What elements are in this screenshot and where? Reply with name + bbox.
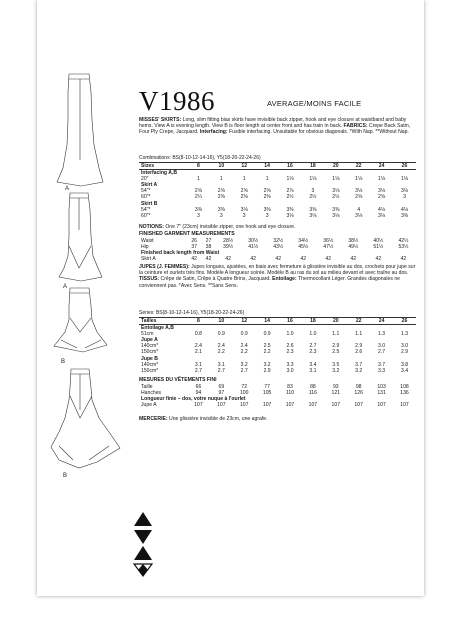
view-label-b-back: B (63, 473, 68, 479)
table-cell: 3⅜ (194, 206, 202, 213)
table-cell: 36½ (323, 238, 334, 244)
table-section-row (139, 325, 416, 332)
table-cell: 3⅛ (355, 212, 363, 219)
row-label: Jupe A (141, 337, 158, 344)
table-cell: 2⅝ (263, 188, 271, 195)
table-cell: 38½ (348, 238, 359, 244)
table-cell: 3⅜ (286, 206, 294, 213)
row-label: 140cm* (141, 361, 159, 368)
row-label: Jupe B (141, 355, 158, 362)
table-cell: 12 (233, 318, 256, 325)
table-cell: 12 (233, 163, 256, 170)
table-cell: 53½ (398, 244, 409, 251)
table-cell: 4⅛ (400, 206, 409, 213)
entoilage-heading: Entoilage: (272, 276, 297, 283)
table-cell: 14 (256, 318, 279, 325)
table-cell: 22 (347, 163, 370, 170)
table-cell: 26 (191, 238, 197, 244)
table-cell: 42 (300, 256, 307, 263)
table-cell: 2.9 (400, 349, 409, 356)
mercerie-fr (139, 416, 416, 422)
table-cell: 2⅝ (240, 188, 248, 195)
table-cell: 107 (377, 402, 386, 409)
table-cell: 131 (377, 390, 386, 397)
table-cell: 97 (218, 390, 225, 397)
table-cell: 2.5 (332, 349, 340, 356)
table-cell: 16 (279, 163, 302, 170)
table-cell: 116 (308, 390, 317, 397)
table-cell: 2.5 (263, 343, 271, 350)
table-cell: 2.6 (355, 349, 363, 356)
table-cell: 16 (279, 318, 302, 325)
table-cell: 107 (262, 402, 272, 409)
table-cell: 1 (265, 176, 269, 183)
table-cell: 42 (400, 256, 407, 263)
table-cell: 107 (308, 402, 318, 409)
sketch-view-a-back (59, 193, 102, 281)
table-cell: 103 (377, 384, 386, 390)
table-cell: 3 (403, 194, 406, 201)
table-cell: 1.1 (332, 331, 340, 338)
table-cell: 3.1 (217, 361, 225, 368)
table-cell: 42 (325, 256, 332, 263)
table-cell: 42 (350, 256, 357, 263)
table-cell: 2.7 (217, 367, 225, 374)
table-cell: 1⅛ (378, 176, 386, 183)
table-cell: 20 (324, 318, 347, 325)
table-cell: 126 (354, 390, 363, 397)
table-cell: 42 (375, 256, 382, 263)
notions-en (139, 224, 416, 230)
table-row (139, 402, 416, 408)
table-cell: 3 (242, 212, 246, 219)
row-label: Skirt A (141, 182, 158, 189)
row-label: 150cm* (141, 367, 159, 374)
table-cell: 107 (285, 402, 295, 409)
table-cell: 2.1 (194, 349, 202, 356)
table-cell: 3⅛ (378, 188, 386, 195)
pattern-number: V1986 (139, 86, 215, 116)
table-cell: 3⅜ (309, 206, 317, 213)
table-cell: 83 (287, 384, 293, 390)
table-cell: 1.0 (286, 331, 294, 338)
table-cell: 107 (217, 402, 226, 409)
table-cell: 42 (205, 256, 212, 263)
table-cell: 110 (285, 390, 295, 397)
table-cell: 42 (250, 256, 256, 263)
pattern-envelope-back (37, 0, 424, 596)
table-cell: 20 (324, 163, 347, 170)
finished-heading-fr: MESURES DU VÊTEMENTS FINI (139, 377, 217, 383)
table-cell: 30½ (248, 238, 259, 244)
table-cell: 2.9 (332, 343, 340, 350)
table-cell: 8 (187, 318, 210, 325)
table-cell: 107 (400, 402, 409, 409)
table-cell: 3 (219, 212, 223, 219)
table-cell: 3.3 (378, 367, 386, 374)
table-cell: 2¼ (194, 194, 202, 201)
table-cell: 2.9 (355, 343, 363, 350)
table-cell: 32½ (273, 238, 284, 244)
yardage-table-en (139, 162, 416, 219)
table-cell: 2.7 (240, 367, 248, 374)
table-cell: 2.4 (240, 343, 248, 350)
table-cell: 26 (393, 318, 416, 325)
row-label: Skirt A (141, 256, 156, 263)
tissus-heading: TISSUS: (139, 276, 160, 283)
table-cell: 2⅝ (355, 194, 363, 201)
table-cell: 94 (195, 390, 202, 397)
entoilage-text: Thermocollant Léger. Grandes diagonales ne conviennent pas. *Avec Sens. **Sans Sens. (139, 276, 400, 289)
table-cell: 22 (347, 318, 370, 325)
table-cell: 42 (225, 256, 231, 263)
view-label-b-front: B (61, 359, 66, 365)
table-cell: 18 (301, 318, 324, 325)
table-cell: 3.2 (355, 367, 363, 374)
table-cell: 1⅛ (355, 176, 363, 183)
table-cell: 136 (400, 390, 409, 397)
row-label: Entoilage A,B (141, 325, 174, 332)
table-cell: 24 (370, 163, 393, 170)
table-cell: 8 (187, 163, 210, 170)
desc-text-fr: Jupes longues, ajustées, en biais avec fermeture à glissière invisible au dos, crochets pour jupe sur la ceinture et ourlets très fins. Modèle A longueur soirée. Modèle B au ras du sol au milieu devant et avec traîne au dos. (139, 264, 416, 277)
table-cell: 2½ (286, 194, 294, 201)
table-cell: 41½ (248, 244, 259, 251)
english-description (139, 117, 416, 136)
table-cell: 1 (242, 176, 246, 183)
row-label: Hanches (141, 390, 162, 397)
table-cell: 88 (310, 384, 316, 390)
table-cell: 3.2 (332, 367, 340, 374)
table-cell: 47½ (323, 244, 334, 251)
table-cell: 3⅛ (286, 212, 294, 219)
row-label: Taille (141, 384, 153, 390)
table-cell: 3.1 (309, 367, 317, 374)
row-label: 54"* (141, 188, 151, 195)
table-cell: 3.7 (378, 361, 386, 368)
table-cell: 107 (239, 402, 249, 409)
table-cell: 3.7 (355, 361, 363, 368)
row-label: 140cm* (141, 343, 159, 350)
table-cell: 10 (210, 163, 233, 170)
table-cell: 34½ (298, 238, 309, 244)
table-cell: 1⅛ (286, 176, 294, 183)
table-row (139, 368, 416, 374)
table-cell: 2.2 (263, 349, 271, 356)
french-combinations: Séries: BS(8-10-12-14-16), Y5(18-20-22-24-26) (139, 310, 245, 316)
mercerie-heading: MERCERIE: (139, 416, 168, 422)
table-cell: 2.2 (217, 349, 225, 356)
table-cell: 107 (331, 402, 341, 409)
table-cell: 3.4 (309, 361, 317, 368)
vogue-logo-icon (132, 510, 154, 578)
table-cell: 2⅜ (217, 194, 225, 201)
table-cell: 1 (197, 176, 200, 183)
desc-text: Long, slim fitting bias skirts have invisible back zipper, hook and eye closure at waistband and baby hems. View A is evening length. View B is floor length at center front and has train in back. (139, 117, 407, 130)
french-description (139, 264, 416, 289)
table-cell: 3.2 (263, 361, 271, 368)
table-cell: 3⅛ (332, 212, 340, 219)
table-cell: 42 (191, 256, 197, 263)
row-label: Skirt B (141, 200, 158, 207)
table-section-row (139, 170, 416, 177)
table-cell: 98 (355, 384, 362, 390)
table-cell: 42½ (398, 238, 409, 244)
table-cell: 3.2 (240, 361, 248, 368)
row-label: Jupe A (141, 402, 157, 409)
interfacing-heading: Interfacing: (199, 129, 228, 136)
table-cell: 1⅛ (400, 176, 409, 183)
table-cell: 2½ (309, 194, 317, 201)
table-cell: 3.3 (286, 361, 294, 368)
table-cell: 37 (191, 244, 197, 251)
table-cell: 45½ (298, 244, 309, 251)
table-cell: 26 (393, 163, 416, 170)
table-cell: 121 (331, 390, 341, 397)
table-cell: 0.9 (263, 331, 271, 338)
table-cell: 39½ (223, 244, 234, 251)
fabrics-heading: FABRICS: (343, 123, 368, 130)
table-cell: 2.7 (194, 367, 202, 374)
interfacing-text: Fusible interfacing. Unsuitable for obvious diagonals. *With Nap. **Without Nap. (227, 129, 409, 136)
table-cell: 2.6 (286, 343, 294, 350)
desc-heading-fr: JUPES (J. FEMMES): (139, 264, 190, 270)
row-label: Sizes (139, 163, 187, 170)
table-cell: 2⅝ (378, 194, 386, 201)
table-cell: 72 (241, 384, 248, 390)
table-cell: 2.3 (309, 349, 317, 356)
row-label: 150cm* (141, 349, 159, 356)
table-cell: 77 (264, 384, 270, 390)
difficulty-level: AVERAGE/MOINS FACILE (267, 99, 362, 108)
table-row (139, 213, 416, 219)
desc-heading: MISSES' SKIRTS: (139, 117, 182, 123)
row-label: Hip (141, 244, 149, 251)
table-cell: 2.7 (378, 349, 386, 356)
view-label-a-back: A (63, 284, 68, 290)
table-cell: 100 (239, 390, 249, 397)
table-cell: 3⅜ (263, 206, 271, 213)
mercerie-text: Une glissière invisible de 23cm, une agrafe. (167, 416, 268, 422)
row-label: 51cm (141, 331, 154, 338)
table-cell: 2⅜ (240, 194, 248, 201)
table-cell: 0.8 (194, 331, 202, 338)
notions-text: One 7" (23cm) invisible zipper, one hook and eye closure. (163, 224, 296, 230)
table-cell: 2.4 (194, 343, 202, 350)
table-cell: 2.9 (263, 367, 271, 374)
row-label: 20" (141, 176, 149, 183)
table-cell: 2⅝ (217, 188, 225, 195)
table-cell: 2.4 (217, 343, 225, 350)
table-cell: 51½ (373, 244, 384, 251)
table-cell: 3.0 (378, 343, 386, 350)
english-combinations: Combinations: BS(8-10-12-14-16), Y5(18-20-22-24-26) (139, 155, 261, 161)
table-cell: 2⅝ (194, 188, 202, 195)
table-cell: 38 (205, 244, 212, 251)
row-label: Waist (141, 238, 154, 244)
notions-heading: NOTIONS: (139, 224, 164, 230)
table-cell: 43½ (273, 244, 284, 251)
table-row (139, 256, 416, 262)
table-cell: 107 (194, 402, 203, 409)
table-cell: 3.1 (194, 361, 202, 368)
table-cell: 27 (205, 238, 212, 244)
table-cell: 1.0 (309, 331, 317, 338)
table-cell: 18 (301, 163, 324, 170)
table-cell: 3⅛ (309, 212, 317, 219)
row-label: Finished back length from Waist (141, 250, 220, 257)
table-cell: 108 (400, 384, 409, 390)
table-cell: 3.4 (400, 367, 409, 374)
table-cell: 66 (195, 384, 202, 390)
table-cell: 0.9 (240, 331, 248, 338)
view-label-a-front: A (65, 186, 70, 192)
table-cell: 28½ (223, 238, 234, 244)
tissus-text: Crêpe de Satin, Crêpe à Quatre Brins, Jacquard. (159, 276, 273, 283)
table-cell: 3⅜ (400, 212, 409, 219)
table-cell: 3 (311, 188, 315, 195)
table-cell: 4⅛ (378, 206, 386, 213)
table-cell: 2.3 (286, 349, 294, 356)
table-cell: 69 (218, 384, 225, 390)
sketch-view-b-front (54, 288, 107, 352)
table-cell: 2⅞ (286, 188, 294, 195)
table-cell: 1 (219, 176, 223, 183)
table-cell: 2.7 (309, 343, 317, 350)
table-cell: 1⅛ (332, 176, 340, 183)
table-cell: 1.3 (378, 331, 386, 338)
row-label: Tailles (139, 318, 187, 325)
table-cell: 49½ (348, 244, 359, 251)
table-cell: 3.0 (286, 367, 294, 374)
table-cell: 3⅛ (400, 188, 409, 195)
table-cell: 3⅛ (378, 212, 386, 219)
table-cell: 93 (332, 384, 339, 390)
table-cell: 42 (275, 256, 282, 263)
table-cell: 3 (197, 212, 200, 219)
table-cell: 3⅛ (240, 206, 248, 213)
table-cell: 1.1 (355, 331, 363, 338)
finished-heading-en: FINISHED GARMENT MEASUREMENTS (139, 231, 235, 237)
table-cell: 3.0 (400, 343, 409, 350)
fabrics-text: Crepe Back Satin, Four Ply Crepe, Jacquard. (139, 123, 411, 136)
table-cell: 3⅛ (355, 188, 363, 195)
table-cell: 2⅜ (263, 194, 271, 201)
table-header-row (139, 163, 416, 170)
table-cell: 2.2 (240, 349, 248, 356)
sketch-view-b-back (51, 369, 120, 468)
row-label: 60"* (141, 194, 151, 201)
row-label: Longueur finie – dos, votre nuque à l'ourlet (141, 396, 246, 403)
table-cell: 3⅛ (332, 188, 340, 195)
row-label: 54"* (141, 206, 151, 213)
skirt-line-drawings (37, 0, 137, 500)
table-cell: 3.5 (332, 361, 340, 368)
table-cell: 40½ (373, 238, 384, 244)
table-cell: 10 (210, 318, 233, 325)
row-label: 60"* (141, 212, 151, 219)
finished-table-fr (139, 384, 416, 408)
table-cell: 3 (265, 212, 269, 219)
table-cell: 3.8 (400, 361, 409, 368)
table-header-row (139, 318, 416, 325)
row-label: Interfacing A,B (141, 170, 178, 177)
table-cell: 1⅛ (309, 176, 317, 183)
table-cell: 0.9 (217, 331, 225, 338)
table-cell: 105 (262, 390, 272, 397)
yardage-table-fr (139, 317, 416, 374)
table-cell: 1.3 (400, 331, 409, 338)
table-cell: 3⅜ (332, 206, 340, 213)
table-cell: 14 (256, 163, 279, 170)
table-cell: 24 (370, 318, 393, 325)
table-cell: 107 (354, 402, 363, 409)
table-cell: 3⅜ (217, 206, 225, 213)
table-cell: 2½ (332, 194, 340, 201)
finished-table-en (139, 238, 416, 262)
table-cell: 4 (357, 206, 361, 213)
